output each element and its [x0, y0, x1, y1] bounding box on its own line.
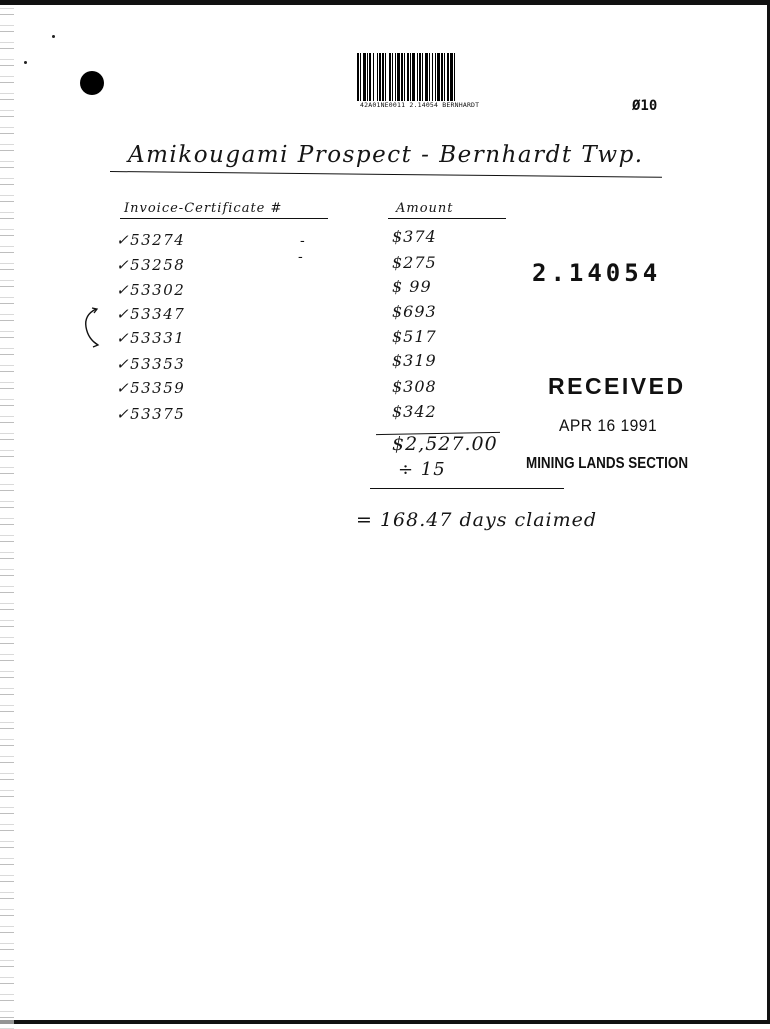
- amount-value: $319: [392, 351, 437, 370]
- tick-mark: -: [298, 249, 303, 265]
- amount-value: $308: [392, 377, 437, 396]
- amount-value: $693: [392, 302, 437, 321]
- invoice-column-header: Invoice-Certificate #: [124, 201, 283, 216]
- file-number-stamp: 2.14054: [532, 259, 662, 287]
- amount-value: $342: [392, 402, 437, 421]
- title-underline: [110, 171, 662, 178]
- document-title: Amikougami Prospect - Bernhardt Twp.: [128, 142, 644, 168]
- tick-mark: -: [300, 233, 305, 249]
- invoice-number: ✓53331: [116, 329, 186, 347]
- barcode: [357, 53, 575, 101]
- total-amount: $2,527.00: [392, 433, 498, 455]
- invoice-number: ✓53375: [116, 405, 186, 423]
- received-stamp: RECEIVED: [548, 373, 686, 399]
- received-section: MINING LANDS SECTION: [526, 455, 689, 472]
- scan-edge-noise: [0, 5, 14, 1029]
- barcode-caption: 42A01NE0011 2.14054 BERNHARDT: [360, 101, 480, 109]
- invoice-number: ✓53274: [116, 231, 186, 249]
- invoice-number: ✓53359: [116, 379, 186, 397]
- scan-speck: [24, 61, 27, 64]
- received-date: APR 16 1991: [559, 416, 658, 435]
- invoice-number: ✓53353: [116, 355, 186, 373]
- invoice-number: ✓53258: [116, 256, 186, 274]
- invoice-number: ✓53302: [116, 281, 186, 299]
- amount-value: $ 99: [392, 277, 432, 296]
- amount-value: $275: [392, 253, 437, 272]
- page-code: Ø10: [632, 98, 658, 114]
- result-rule: [370, 488, 564, 489]
- bracket-arrow-icon: [80, 307, 104, 349]
- amount-value: $374: [392, 227, 437, 246]
- invoice-header-underline: [120, 218, 328, 219]
- invoice-number: ✓53347: [116, 305, 186, 323]
- amount-value: $517: [392, 327, 437, 346]
- punch-hole: [80, 71, 104, 95]
- divisor: ÷ 15: [398, 459, 446, 480]
- scan-speck: [52, 35, 55, 38]
- amount-header-underline: [388, 218, 506, 219]
- days-claimed: = 168.47 days claimed: [356, 509, 598, 531]
- amount-column-header: Amount: [396, 201, 454, 216]
- barcode-bar: [455, 53, 457, 101]
